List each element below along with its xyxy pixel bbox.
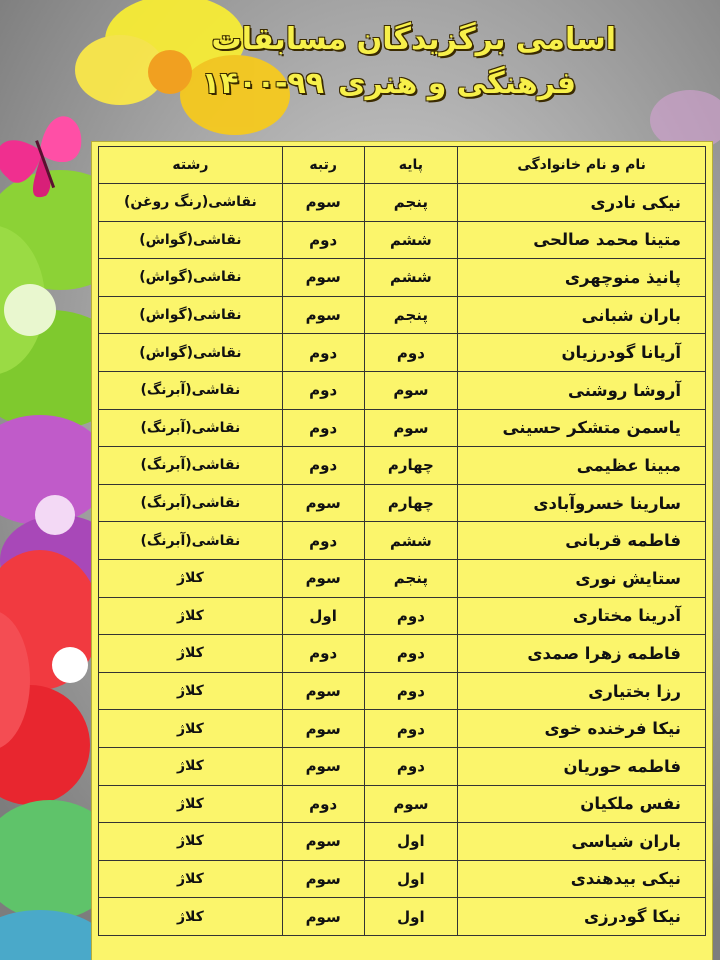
table-row	[99, 710, 706, 748]
table-row	[99, 447, 706, 485]
table-row	[99, 559, 706, 597]
table-row	[99, 860, 706, 898]
cell-name: نیکا فرخنده خوی	[458, 710, 706, 748]
cell-rank: سوم	[282, 898, 364, 936]
cell-grade: ششم	[364, 221, 458, 259]
cell-grade: اول	[364, 898, 458, 936]
cell-rank: دوم	[282, 409, 364, 447]
table-row	[99, 747, 706, 785]
cell-field: کلاژ	[99, 898, 283, 936]
cell-grade: ششم	[364, 259, 458, 297]
cell-rank: دوم	[282, 447, 364, 485]
cell-rank: دوم	[282, 785, 364, 823]
table-row	[99, 672, 706, 710]
header-name: نام و نام خانوادگی	[458, 147, 706, 184]
cell-rank: سوم	[282, 184, 364, 222]
cell-name: فاطمه حوریان	[458, 747, 706, 785]
cell-name: آریانا گودرزیان	[458, 334, 706, 372]
cell-rank: دوم	[282, 221, 364, 259]
title-line-1: اسامی برگزیدگان مسابقات	[211, 22, 616, 57]
cell-rank: دوم	[282, 635, 364, 673]
cell-field: کلاژ	[99, 559, 283, 597]
cell-rank: سوم	[282, 559, 364, 597]
cell-grade: اول	[364, 860, 458, 898]
cell-name: نیکا گودرزی	[458, 898, 706, 936]
table-row	[99, 484, 706, 522]
cell-name: نیکی نادری	[458, 184, 706, 222]
cell-grade: دوم	[364, 635, 458, 673]
header-grade: پایه	[364, 147, 458, 184]
cell-name: ستایش نوری	[458, 559, 706, 597]
table-header-row	[99, 147, 706, 184]
table-row	[99, 334, 706, 372]
cell-grade: سوم	[364, 371, 458, 409]
cell-name: آروشا روشنی	[458, 371, 706, 409]
cell-name: فاطمه قربانی	[458, 522, 706, 560]
cell-field: نقاشی(گواش)	[99, 221, 283, 259]
winners-table-panel	[92, 142, 712, 960]
cell-field: کلاژ	[99, 672, 283, 710]
title-line-2	[202, 62, 576, 106]
table-row	[99, 635, 706, 673]
table-row	[99, 296, 706, 334]
table-row	[99, 409, 706, 447]
cell-grade: پنجم	[364, 296, 458, 334]
cell-field: کلاژ	[99, 597, 283, 635]
cell-rank: دوم	[282, 522, 364, 560]
cell-field: کلاژ	[99, 860, 283, 898]
winners-table	[98, 146, 706, 936]
title-year: ۹۹-۱۴۰۰	[201, 66, 325, 101]
cell-name: فاطمه زهرا صمدی	[458, 635, 706, 673]
cell-field: نقاشی(آبرنگ)	[99, 522, 283, 560]
cell-field: کلاژ	[99, 635, 283, 673]
cell-name: نفس ملکیان	[458, 785, 706, 823]
cell-rank: سوم	[282, 296, 364, 334]
cell-rank: دوم	[282, 371, 364, 409]
table-row	[99, 823, 706, 861]
cell-grade: ششم	[364, 522, 458, 560]
cell-grade: دوم	[364, 597, 458, 635]
cell-field: نقاشی(آبرنگ)	[99, 484, 283, 522]
cell-rank: اول	[282, 597, 364, 635]
cell-rank: سوم	[282, 860, 364, 898]
cell-field: نقاشی(گواش)	[99, 296, 283, 334]
cell-grade: پنجم	[364, 559, 458, 597]
cell-grade: دوم	[364, 747, 458, 785]
header-field: رشته	[99, 147, 283, 184]
cell-grade: پنجم	[364, 184, 458, 222]
cell-grade: سوم	[364, 409, 458, 447]
cell-field: نقاشی(آبرنگ)	[99, 409, 283, 447]
table-row	[99, 898, 706, 936]
cell-field: نقاشی(آبرنگ)	[99, 371, 283, 409]
cell-name: سارینا خسروآبادی	[458, 484, 706, 522]
cell-rank: سوم	[282, 710, 364, 748]
cell-field: کلاژ	[99, 785, 283, 823]
cell-name: باران شبانی	[458, 296, 706, 334]
cell-rank: سوم	[282, 259, 364, 297]
table-row	[99, 184, 706, 222]
cell-rank: سوم	[282, 747, 364, 785]
cell-field: نقاشی(آبرنگ)	[99, 447, 283, 485]
cell-field: کلاژ	[99, 823, 283, 861]
table-row	[99, 221, 706, 259]
table-row	[99, 597, 706, 635]
table-body	[99, 184, 706, 936]
cell-grade: چهارم	[364, 447, 458, 485]
cell-grade: دوم	[364, 672, 458, 710]
cell-grade: دوم	[364, 334, 458, 372]
cell-name: یاسمن متشکر حسینی	[458, 409, 706, 447]
page-title	[202, 18, 616, 106]
cell-rank: سوم	[282, 484, 364, 522]
cell-rank: سوم	[282, 823, 364, 861]
cell-field: نقاشی(گواش)	[99, 334, 283, 372]
cell-grade: دوم	[364, 710, 458, 748]
cell-name: باران شیاسی	[458, 823, 706, 861]
header-rank: رتبه	[282, 147, 364, 184]
cell-rank: سوم	[282, 672, 364, 710]
cell-name: رزا بختیاری	[458, 672, 706, 710]
cell-grade: سوم	[364, 785, 458, 823]
table-row	[99, 371, 706, 409]
cell-name: نیکی بیدهندی	[458, 860, 706, 898]
table-row	[99, 522, 706, 560]
cell-name: آدرینا مختاری	[458, 597, 706, 635]
cell-grade: چهارم	[364, 484, 458, 522]
cell-field: نقاشی(رنگ روغن)	[99, 184, 283, 222]
cell-rank: دوم	[282, 334, 364, 372]
cell-name: پانیذ منوچهری	[458, 259, 706, 297]
cell-field: کلاژ	[99, 710, 283, 748]
table-row	[99, 785, 706, 823]
title-subject: فرهنگی و هنری	[338, 66, 576, 101]
cell-name: مبینا عظیمی	[458, 447, 706, 485]
cell-field: کلاژ	[99, 747, 283, 785]
cell-grade: اول	[364, 823, 458, 861]
cell-name: متینا محمد صالحی	[458, 221, 706, 259]
table-row	[99, 259, 706, 297]
cell-field: نقاشی(گواش)	[99, 259, 283, 297]
